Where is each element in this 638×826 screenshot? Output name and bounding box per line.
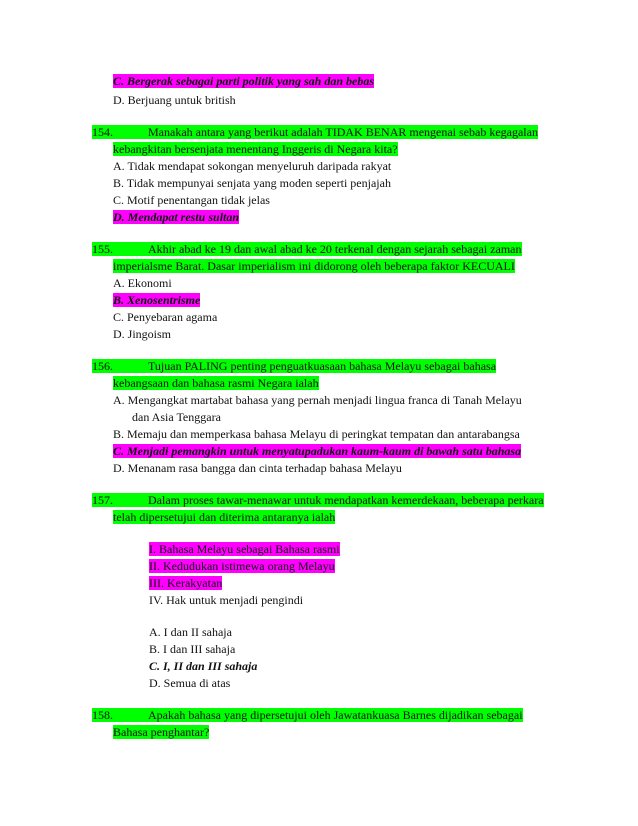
q155-number: 155. <box>92 242 113 256</box>
q157-statement-3-text: III. Kerakyatan <box>149 576 223 590</box>
q158-number: 158. <box>92 708 113 722</box>
q156-stem-text1: Tujuan PALING penting penguatkuasaan bahasa Melayu sebagai bahasa <box>148 359 497 373</box>
q157-option-a <box>149 625 232 640</box>
q157-stem-text1: Dalam proses tawar-menawar untuk mendapatkan kemerdekaan, beberapa perkara <box>148 493 544 507</box>
q157-stem-text2: telah dipersetujui dan diterima antaranya ialah <box>113 510 336 524</box>
q156-option-d-text: D. Menanam rasa bangga dan cinta terhadap bahasa Melayu <box>113 461 402 475</box>
q156-option-b <box>113 427 520 442</box>
q158-stem-text2: Bahasa penghantar? <box>113 725 210 739</box>
q158-stem-text1: Apakah bahasa yang dipersetujui oleh Jawatankuasa Barnes dijadikan sebagai <box>148 708 523 722</box>
q157-option-c-text: C. I, II dan III sahaja <box>149 659 258 673</box>
q154-option-a <box>113 159 391 174</box>
q157-statement-1-text: I. Bahasa Melayu sebagai Bahasa rasmi <box>149 542 340 556</box>
q156-number: 156. <box>92 359 113 373</box>
q156-option-a-text2: dan Asia Tenggara <box>132 410 221 424</box>
q155-option-b-answer <box>113 293 200 308</box>
q154-option-c <box>113 193 270 208</box>
q157-option-d <box>149 676 230 691</box>
q154-option-a-text: A. Tidak mendapat sokongan menyeluruh daripada rakyat <box>113 159 392 173</box>
q155-stem-text2: imperialsme Barat. Dasar imperialism ini didorong oleh beberapa faktor KECUALI <box>113 259 515 273</box>
q155-option-c-text: C. Penyebaran agama <box>113 310 218 324</box>
q158-stem-line2 <box>113 725 209 740</box>
q154-option-d-text: D. Mendapat restu sultan <box>113 210 240 224</box>
prev-option-c <box>113 74 374 89</box>
q156-option-c-answer <box>113 444 521 459</box>
q156-option-a-line2 <box>132 410 221 425</box>
q155-option-b-text: B. Xenosentrisme <box>113 293 201 307</box>
q155-option-a <box>113 276 172 291</box>
q156-stem-line1 <box>92 359 496 374</box>
q154-number: 154. <box>92 125 113 139</box>
q154-stem-text1: Manakah antara yang berikut adalah TIDAK BENAR mengenai sebab kegagalan <box>148 125 538 139</box>
q157-statement-2-text: II. Kedudukan istimewa orang Melayu <box>149 559 335 573</box>
q156-stem-line2 <box>113 376 319 391</box>
q158-stem-line1 <box>92 708 523 723</box>
q156-option-b-text: B. Memaju dan memperkasa bahasa Melayu di peringkat tempatan dan antarabangsa <box>113 427 520 441</box>
q156-option-c-text: C. Menjadi pemangkin untuk menyatupadukan kaum-kaum di bawah satu bahasa <box>113 444 522 458</box>
q156-option-d <box>113 461 402 476</box>
q157-stem-line1 <box>92 493 544 508</box>
q157-option-a-text: A. I dan II sahaja <box>149 625 232 639</box>
q157-statement-1 <box>149 542 340 557</box>
q154-option-d-answer <box>113 210 239 225</box>
q157-option-d-text: D. Semua di atas <box>149 676 231 690</box>
q156-option-a-text1: A. Mengangkat martabat bahasa yang pernah menjadi lingua franca di Tanah Melayu <box>113 393 522 407</box>
q157-statement-4-text: IV. Hak untuk menjadi pengindi <box>149 593 304 607</box>
prev-option-d-text: D. Berjuang untuk british <box>113 93 236 107</box>
q155-stem-line2 <box>113 259 515 274</box>
q155-option-c <box>113 310 217 325</box>
prev-option-d <box>113 93 236 108</box>
q157-option-c-answer <box>149 659 257 674</box>
q156-stem-text2: kebangsaan dan bahasa rasmi Negara ialah <box>113 376 319 390</box>
q157-number: 157. <box>92 493 113 507</box>
prev-option-c-text: C. Bergerak sebagai parti politik yang sah dan bebas <box>113 74 375 88</box>
q154-stem-line2 <box>113 142 398 157</box>
q154-stem-line1 <box>92 125 538 140</box>
q157-statement-3 <box>149 576 222 591</box>
q154-stem-text2: kebangkitan bersenjata menentang Inggeris di Negara kita? <box>113 142 398 156</box>
q157-stem-line2 <box>113 510 335 525</box>
q157-statement-4 <box>149 593 303 608</box>
q155-option-d-text: D. Jingoism <box>113 327 172 341</box>
q155-option-a-text: A. Ekonomi <box>113 276 172 290</box>
q157-option-b <box>149 642 235 657</box>
q157-option-b-text: B. I dan III sahaja <box>149 642 236 656</box>
q154-option-c-text: C. Motif penentangan tidak jelas <box>113 193 270 207</box>
q154-option-b-text: B. Tidak mempunyai senjata yang moden seperti penjajah <box>113 176 391 190</box>
q157-statement-2 <box>149 559 335 574</box>
q155-stem-text1: Akhir abad ke 19 dan awal abad ke 20 terkenal dengan sejarah sebagai zaman <box>148 242 522 256</box>
q155-stem-line1 <box>92 242 522 257</box>
q154-option-b <box>113 176 391 191</box>
q156-option-a-line1 <box>113 393 522 408</box>
q155-option-d <box>113 327 171 342</box>
